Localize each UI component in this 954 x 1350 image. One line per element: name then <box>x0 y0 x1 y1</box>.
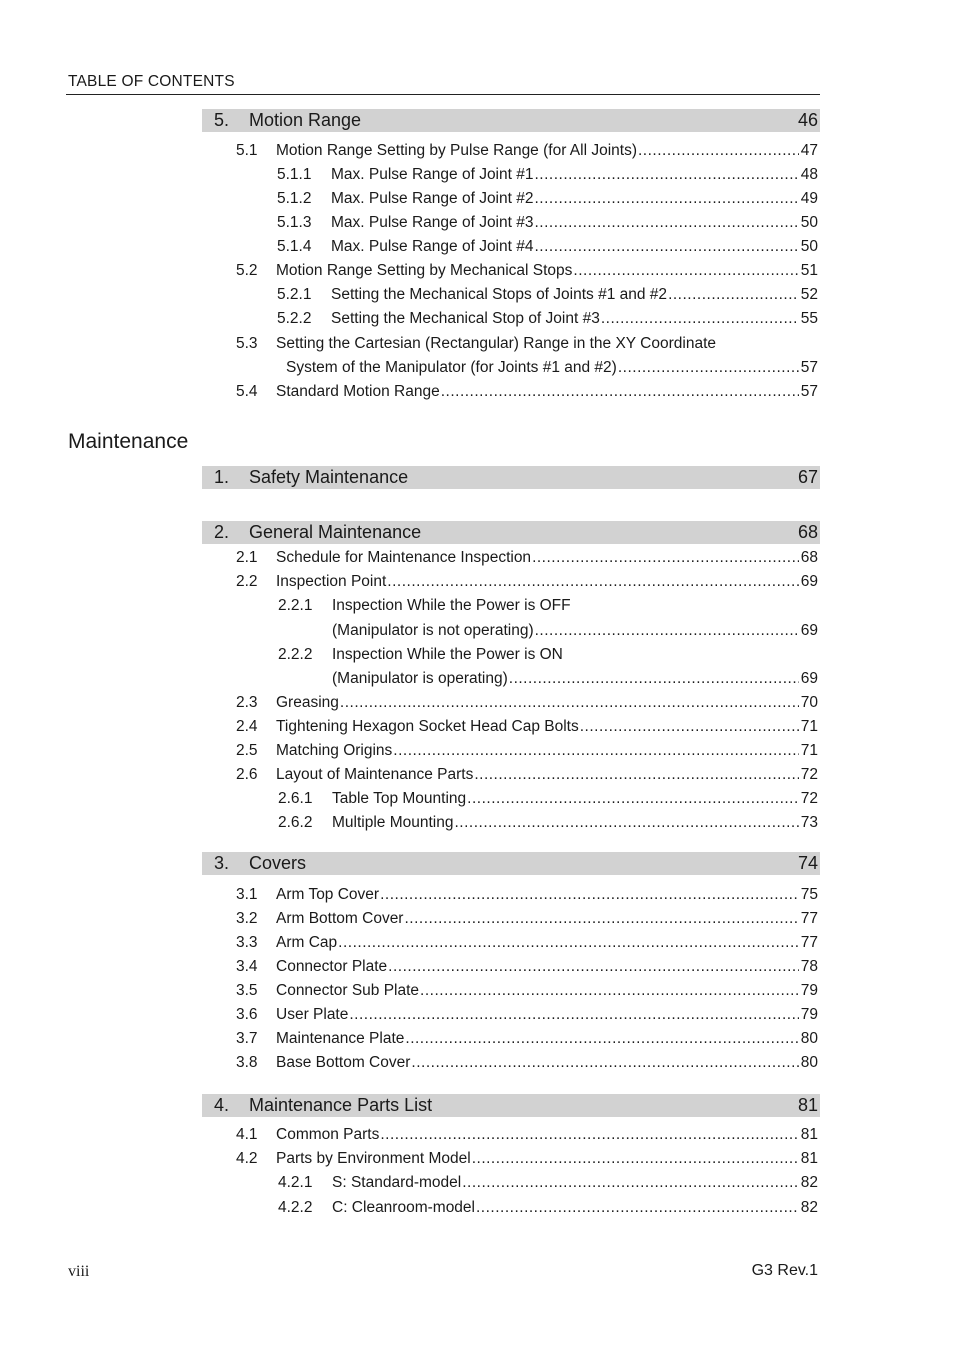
toc-entry[interactable] <box>236 717 818 737</box>
leader-dots <box>668 285 799 305</box>
entry-title[interactable]: Inspection While the Power is OFF <box>332 597 571 614</box>
entry-title: Standard Motion Range <box>276 383 440 400</box>
toc-entry[interactable] <box>277 165 818 185</box>
toc-entry[interactable] <box>236 1125 818 1145</box>
entry-title: Arm Bottom Cover <box>276 910 404 927</box>
entry-number: 4.2.2 <box>278 1199 313 1216</box>
toc-entry[interactable] <box>236 981 818 1001</box>
leader-dots <box>534 189 798 209</box>
entry-title: Motion Range Setting by Pulse Range (for All Joints) <box>276 142 637 159</box>
entry-page: 51 <box>800 262 818 279</box>
toc-entry[interactable] <box>236 141 818 161</box>
entry-number: 5.2.2 <box>277 310 312 327</box>
leader-dots <box>380 1125 798 1145</box>
chapter-title: Motion Range <box>249 110 362 130</box>
entry-title: S: Standard-model <box>332 1174 462 1191</box>
entry-page: 72 <box>800 766 818 783</box>
entry-page: 47 <box>800 142 818 159</box>
entry-title: Tightening Hexagon Socket Head Cap Bolts <box>276 718 579 735</box>
entry-number: 5.1.3 <box>277 214 312 231</box>
entry-title: Parts by Environment Model <box>276 1150 471 1167</box>
entry-number: 3.7 <box>236 1030 258 1047</box>
leader-dots <box>534 213 798 233</box>
leader-dots <box>532 548 799 568</box>
entry-number: 5.2.1 <box>277 286 312 303</box>
toc-entry[interactable] <box>278 813 818 833</box>
chapter-number: 3. <box>214 853 230 873</box>
entry-title: Table Top Mounting <box>332 790 467 807</box>
toc-entry[interactable] <box>236 1005 818 1025</box>
entry-title: Setting the Mechanical Stops of Joints #1 and #2 <box>331 286 668 303</box>
chapter-page: 46 <box>797 110 818 130</box>
toc-entry[interactable] <box>236 693 818 713</box>
toc-entry[interactable] <box>286 358 818 378</box>
leader-dots <box>441 382 799 402</box>
entry-title: Max. Pulse Range of Joint #3 <box>331 214 534 231</box>
chapter-page: 74 <box>797 853 818 873</box>
entry-number: 3.5 <box>236 982 258 999</box>
entry-number: 3.4 <box>236 958 258 975</box>
entry-page: 68 <box>800 549 818 566</box>
entry-page: 82 <box>800 1199 818 1216</box>
entry-page: 80 <box>800 1030 818 1047</box>
chapter-title: Covers <box>249 853 307 873</box>
entry-number: 2.6.2 <box>278 814 313 831</box>
entry-page: 71 <box>800 742 818 759</box>
chapter-page: 67 <box>797 467 818 487</box>
leader-dots <box>340 693 799 713</box>
entry-page: 69 <box>800 573 818 590</box>
entry-title[interactable]: Setting the Cartesian (Rectangular) Range in the XY Coordinate <box>276 335 717 352</box>
leader-dots <box>573 261 798 281</box>
toc-entry[interactable] <box>236 909 818 929</box>
leader-dots <box>509 669 799 689</box>
entry-title-continued: System of the Manipulator (for Joints #1 and #2) <box>286 359 617 376</box>
toc-entry[interactable] <box>236 1053 818 1073</box>
entry-title: Max. Pulse Range of Joint #4 <box>331 238 534 255</box>
entry-page: 50 <box>800 214 818 231</box>
leader-dots <box>404 909 798 929</box>
leader-dots <box>380 885 799 905</box>
toc-entry[interactable] <box>236 261 818 281</box>
leader-dots <box>462 1173 799 1193</box>
entry-title: Max. Pulse Range of Joint #2 <box>331 190 534 207</box>
entry-title: Matching Origins <box>276 742 393 759</box>
entry-title: C: Cleanroom-model <box>332 1199 475 1216</box>
leader-dots <box>472 1149 799 1169</box>
chapter-title: General Maintenance <box>249 522 422 542</box>
entry-page: 57 <box>800 383 818 400</box>
entry-number: 5.2 <box>236 262 258 279</box>
entry-title: Common Parts <box>276 1126 380 1143</box>
chapter-bar[interactable] <box>202 109 820 132</box>
entry-page: 49 <box>800 190 818 207</box>
entry-number: 3.8 <box>236 1054 258 1071</box>
entry-page: 79 <box>800 982 818 999</box>
entry-page: 82 <box>800 1174 818 1191</box>
footer-document-revision: G3 Rev.1 <box>751 1262 818 1279</box>
entry-number: 4.2.1 <box>278 1174 313 1191</box>
entry-page: 81 <box>800 1150 818 1167</box>
toc-entry[interactable] <box>278 1173 818 1193</box>
entry-title-continued: (Manipulator is operating) <box>332 670 508 687</box>
entry-title: Connector Sub Plate <box>276 982 420 999</box>
section-heading: Maintenance <box>68 430 189 453</box>
entry-page: 50 <box>800 238 818 255</box>
entry-number: 2.6 <box>236 766 258 783</box>
toc-entry[interactable] <box>277 237 818 257</box>
leader-dots <box>387 572 798 592</box>
entry-number: 2.2.1 <box>278 597 313 614</box>
entry-page: 57 <box>800 359 818 376</box>
toc-entry[interactable] <box>236 572 818 592</box>
toc-entry[interactable] <box>277 309 818 329</box>
toc-entry[interactable] <box>236 957 818 977</box>
entry-number: 4.2 <box>236 1150 258 1167</box>
entry-number: 5.1.4 <box>277 238 312 255</box>
entry-number: 2.5 <box>236 742 258 759</box>
entry-number: 2.3 <box>236 694 258 711</box>
entry-title: Base Bottom Cover <box>276 1054 411 1071</box>
entry-number: 3.6 <box>236 1006 258 1023</box>
entry-title: Schedule for Maintenance Inspection <box>276 549 532 566</box>
entry-title: Motion Range Setting by Mechanical Stops <box>276 262 573 279</box>
toc-entry[interactable] <box>277 213 818 233</box>
toc-entry[interactable] <box>332 669 818 689</box>
chapter-bar[interactable] <box>202 852 820 875</box>
entry-page: 71 <box>800 718 818 735</box>
entry-number: 3.2 <box>236 910 258 927</box>
entry-number: 2.6.1 <box>278 790 313 807</box>
chapter-number: 5. <box>214 110 230 130</box>
toc-entry[interactable] <box>236 933 818 953</box>
toc-entry[interactable] <box>277 285 818 305</box>
entry-title: Connector Plate <box>276 958 388 975</box>
entry-page: 80 <box>800 1054 818 1071</box>
toc-entry[interactable] <box>236 1149 818 1169</box>
leader-dots <box>474 765 798 785</box>
entry-page: 72 <box>800 790 818 807</box>
chapter-page: 81 <box>797 1095 818 1115</box>
leader-dots <box>349 1005 798 1025</box>
entry-title: Arm Cap <box>276 934 338 951</box>
chapter-title: Maintenance Parts List <box>249 1095 433 1115</box>
leader-dots <box>580 717 799 737</box>
chapter-bar[interactable] <box>202 521 820 544</box>
leader-dots <box>535 621 799 641</box>
entry-page: 70 <box>800 694 818 711</box>
entry-page: 78 <box>800 958 818 975</box>
entry-page: 79 <box>800 1006 818 1023</box>
toc-entry[interactable] <box>236 885 818 905</box>
toc-entry[interactable] <box>277 189 818 209</box>
toc-entry[interactable] <box>236 382 818 402</box>
footer-page-number: viii <box>68 1263 90 1280</box>
entry-title: Setting the Mechanical Stop of Joint #3 <box>331 310 600 327</box>
leader-dots <box>411 1053 798 1073</box>
entry-title: Arm Top Cover <box>276 886 380 903</box>
toc-entry[interactable] <box>332 621 818 641</box>
leader-dots <box>534 237 798 257</box>
entry-number: 5.1.2 <box>277 190 312 207</box>
leader-dots <box>476 1198 799 1218</box>
entry-page: 48 <box>800 166 818 183</box>
toc-entry[interactable] <box>278 1198 818 1218</box>
chapter-title: Safety Maintenance <box>249 467 409 487</box>
entry-page: 77 <box>800 910 818 927</box>
leader-dots <box>405 1029 798 1049</box>
chapter-bar[interactable] <box>202 466 820 489</box>
entry-number: 5.4 <box>236 383 258 400</box>
header-rule <box>66 94 820 95</box>
entry-title: Greasing <box>276 694 339 711</box>
leader-dots <box>338 933 799 953</box>
leader-dots <box>601 309 799 329</box>
leader-dots <box>388 957 799 977</box>
chapter-page: 68 <box>797 522 818 542</box>
entry-page: 55 <box>800 310 818 327</box>
toc-entry[interactable] <box>236 741 818 761</box>
entry-number: 3.1 <box>236 886 258 903</box>
entry-title-continued: (Manipulator is not operating) <box>332 622 534 639</box>
toc-entry[interactable] <box>278 789 818 809</box>
running-header: TABLE OF CONTENTS <box>68 73 235 90</box>
chapter-number: 2. <box>214 522 230 542</box>
entry-page: 73 <box>800 814 818 831</box>
leader-dots <box>467 789 799 809</box>
leader-dots <box>618 358 799 378</box>
entry-page: 52 <box>800 286 818 303</box>
leader-dots <box>454 813 798 833</box>
entry-number: 2.1 <box>236 549 258 566</box>
entry-number: 5.3 <box>236 335 258 352</box>
toc-entry[interactable] <box>236 1029 818 1049</box>
entry-number: 4.1 <box>236 1126 258 1143</box>
entry-title: User Plate <box>276 1006 349 1023</box>
entry-number: 5.1.1 <box>277 166 312 183</box>
entry-page: 69 <box>800 670 818 687</box>
entry-number: 3.3 <box>236 934 258 951</box>
chapter-bar[interactable] <box>202 1094 820 1117</box>
entry-page: 81 <box>800 1126 818 1143</box>
entry-title: Max. Pulse Range of Joint #1 <box>331 166 534 183</box>
chapter-number: 1. <box>214 467 230 487</box>
leader-dots <box>534 165 798 185</box>
chapter-number: 4. <box>214 1095 230 1115</box>
entry-number: 2.4 <box>236 718 258 735</box>
entry-page: 69 <box>800 622 818 639</box>
leader-dots <box>638 141 799 161</box>
entry-title: Layout of Maintenance Parts <box>276 766 474 783</box>
toc-entry[interactable] <box>236 548 818 568</box>
entry-title: Maintenance Plate <box>276 1030 405 1047</box>
entry-number: 2.2.2 <box>278 646 313 663</box>
leader-dots <box>420 981 799 1001</box>
entry-page: 77 <box>800 934 818 951</box>
entry-title[interactable]: Inspection While the Power is ON <box>332 646 563 663</box>
entry-page: 75 <box>800 886 818 903</box>
entry-number: 2.2 <box>236 573 258 590</box>
entry-title: Multiple Mounting <box>332 814 454 831</box>
entry-number: 5.1 <box>236 142 258 159</box>
leader-dots <box>393 741 798 761</box>
entry-title: Inspection Point <box>276 573 387 590</box>
toc-entry[interactable] <box>236 765 818 785</box>
